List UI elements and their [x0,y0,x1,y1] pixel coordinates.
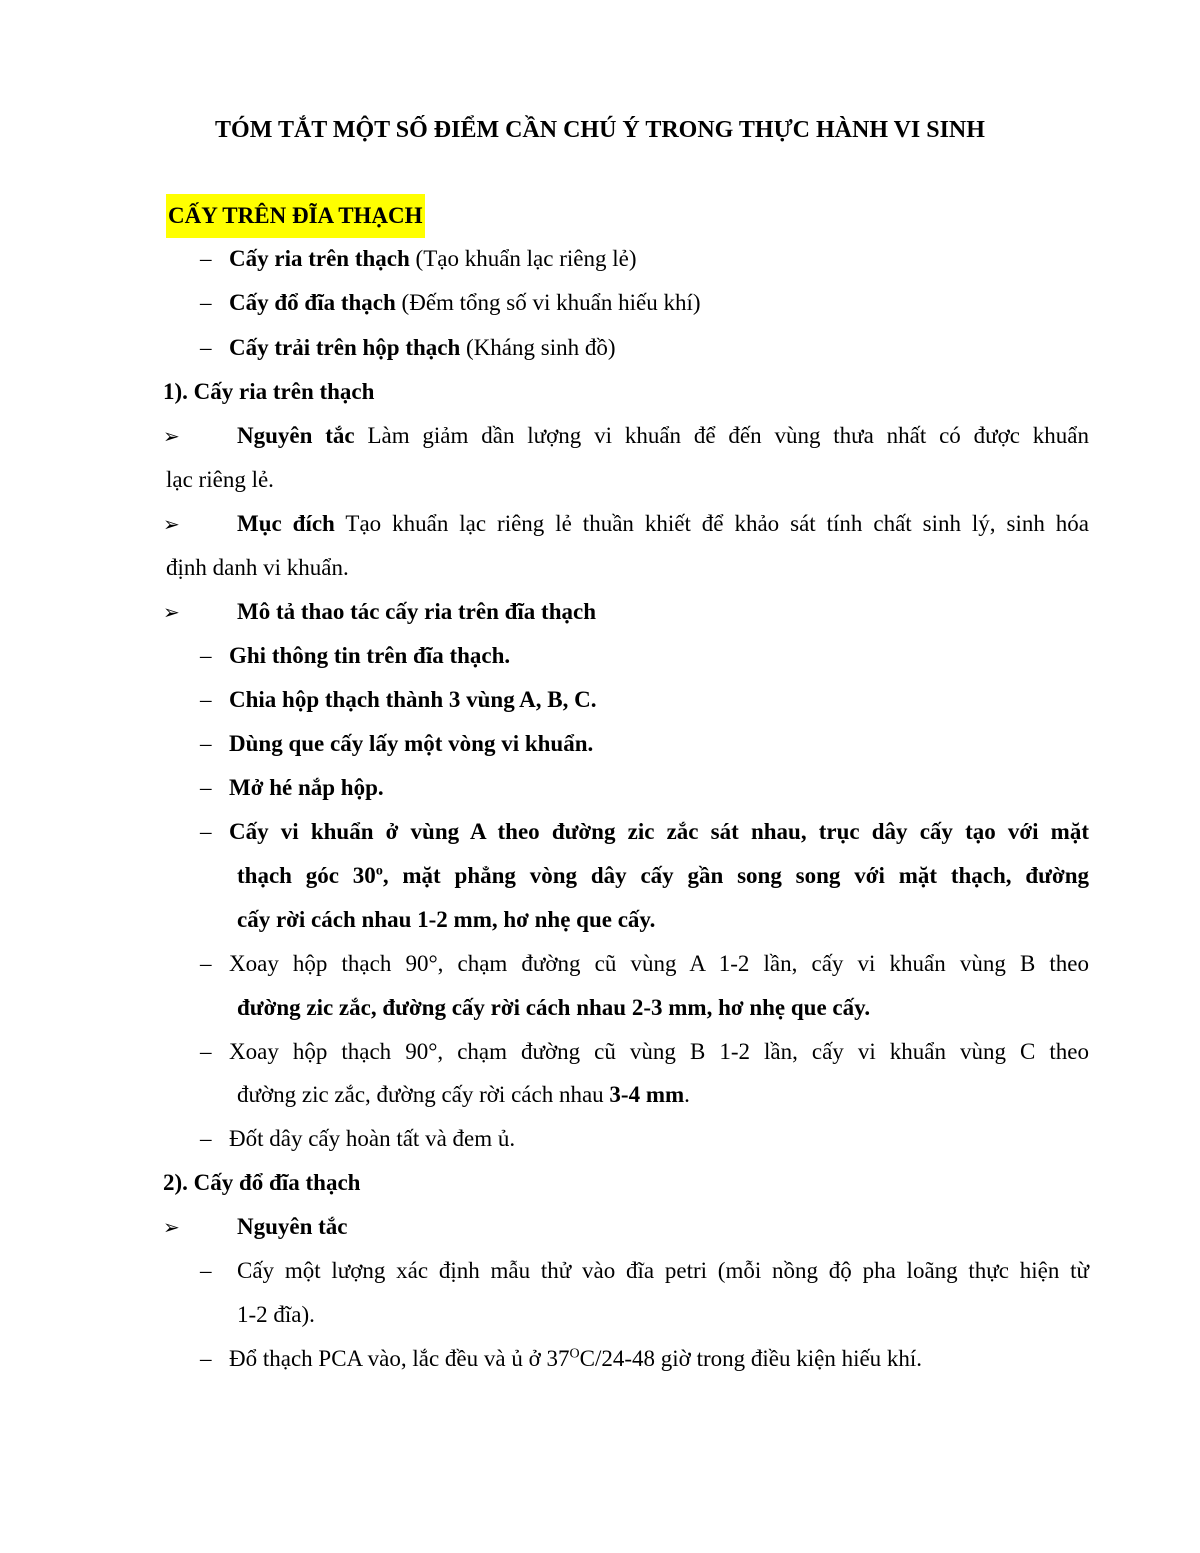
dash-bullet: – [200,643,212,668]
dash-bullet: – [200,951,212,976]
arrow-bullet-icon: ➢ [163,512,180,536]
section-heading: CẤY TRÊN ĐĨA THẠCH [166,194,425,238]
document-title: TÓM TẮT MỘT SỐ ĐIỂM CẦN CHÚ Ý TRONG THỰC HÀNH VI SINH [215,117,985,143]
dash-bullet: – [200,775,212,800]
dash-bullet: – [200,1039,212,1064]
dash-bullet: – [200,731,212,756]
dash-bullet: – [200,290,212,315]
arrow-bullet-icon: ➢ [163,600,180,624]
dash-bullet: – [200,687,212,712]
dash-bullet: – [200,1126,212,1151]
dash-bullet: – [200,819,212,844]
arrow-bullet-icon: ➢ [163,424,180,448]
dash-bullet: – [200,1258,212,1283]
dash-bullet: – [200,335,212,360]
arrow-bullet-icon: ➢ [163,1215,180,1239]
dash-bullet: – [200,1346,212,1371]
document-page: TÓM TẮT MỘT SỐ ĐIỂM CẦN CHÚ Ý TRONG THỰC HÀNH VI SINH CẤY TRÊN ĐĨA THẠCH – Cấy ria trên thạch (Tạo khuẩn lạc riêng lẻ) – Cấy đổ đĩa thạch (Đếm tổng số vi khuẩn hiếu khí) – Cấy trải trên hộp thạch (Kháng sinh đồ) 1). Cấy ria trên thạch ➢ Nguyên tắc Làm giảm dần lượng vi khuẩn để đến vùng thưa nhất có được khuẩn lạc riêng lẻ. ➢ Mục đích Tạo khuẩn lạc riêng lẻ thuần khiết để khảo sát tính chất sinh lý, sinh hóa định danh vi khuẩn. ➢ Mô tả thao tác cấy ria trên đĩa thạch – Ghi thông tin trên đĩa thạch. – Chia hộp thạch thành 3 vùng A, B, C. – Dùng que cấy lấy một vòng vi khuẩn. – Mở hé nắp hộp. – Cấy vi khuẩn ở vùng A theo đường zic zắc sát nhau, trục dây cấy tạo với mặt thạch góc 30$^o$, mặt phẳng vòng dây cấy gần song song với mặt thạch, đường cấy rời cách nhau 1-2 mm, hơ nhẹ que cấy. – Xoay hộp thạch 90°, chạm đường cũ vùng A 1-2 lần, cấy vi khuẩn vùng B theo đường zic zắc, đường cấy rời cách nhau 2-3 mm, hơ nhẹ que cấy. – Xoay hộp thạch 90°, chạm đường cũ vùng B 1-2 lần, cấy vi khuẩn vùng C theo đường zic zắc, đường cấy rời cách nhau 3-4 mm. – Đốt dây cấy hoàn tất và đem ủ. 2). Cấy đổ đĩa thạch ➢ Nguyên tắc – Cấy một lượng xác định mẫu thử vào đĩa petri (mỗi nồng độ pha loãng thực hiện từ 1-2 đĩa). – Đổ thạch PCA vào, lắc đều và ủ ở $37^OC/24-48$ giờ trong điều kiện hiếu khí. [0,0,1200,1553]
dash-bullet: – [200,246,212,271]
